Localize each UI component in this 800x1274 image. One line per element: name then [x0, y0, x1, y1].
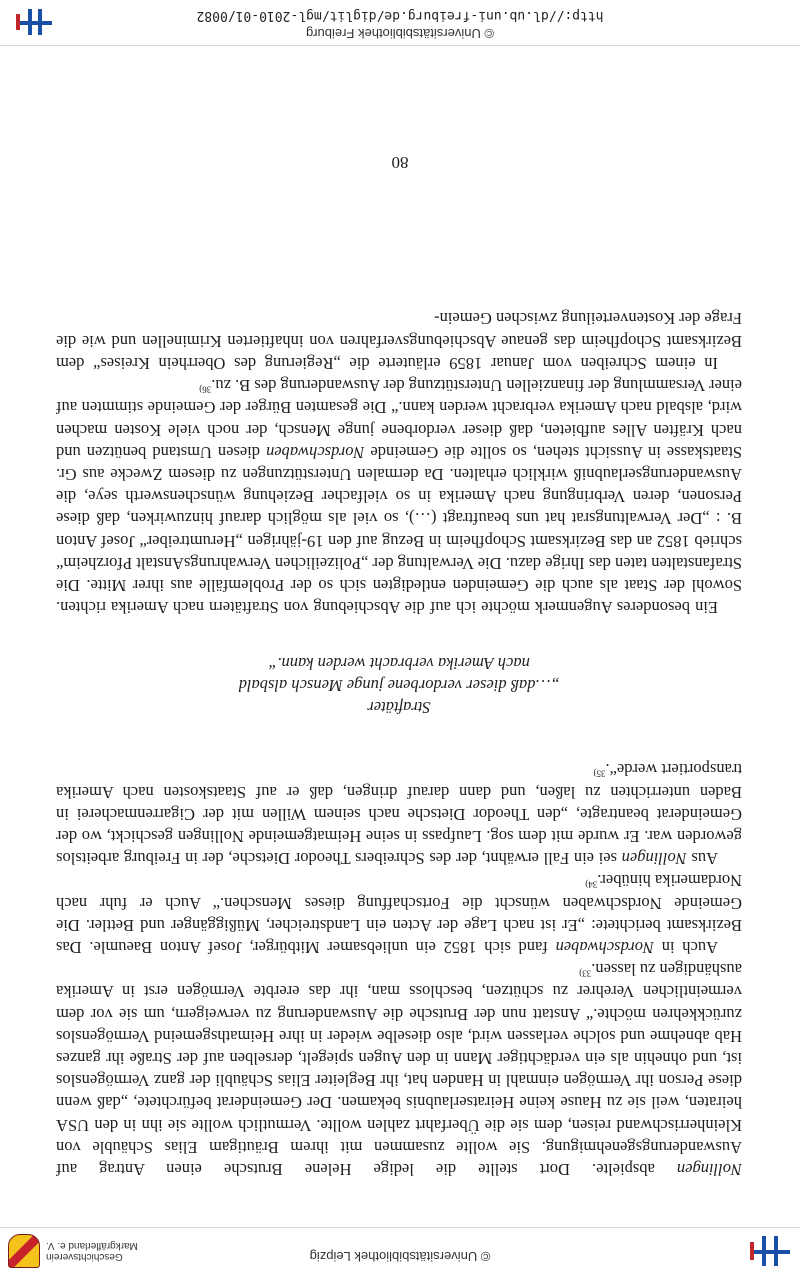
footnote-ref: 35) [593, 768, 606, 779]
footnote-ref: 33) [579, 968, 592, 979]
footnote-ref: 34) [585, 879, 598, 890]
page-number: 80 [391, 153, 409, 172]
paragraph: Aus Nollingen sei ein Fall erwähnt, der des Schreibers Theodor Dietsche, der in Freiburg arbeitslos geworden war. Er wurde mit dem sog. Laufpass in seine Heimatgemeinde Nollingen geschickt, wo der Gemeinderat beantragte, „den Theodor Dietsche nach seinem Willen mit der Cigarrenmacherei in Baden unterrichten zu laßen, und dann darauf dringen, daß er auf Staatskosten nach Amerika transportiert werde“.$^{35)}$ [56, 760, 742, 869]
association-name: Geschichtsverein Markgräflerland e. V. [46, 1240, 138, 1262]
permalink[interactable]: http://dl.ub.uni-freiburg.de/diglit/mgl-2010-01/0082 [196, 8, 604, 23]
association-block [8, 1235, 138, 1267]
library-logo-icon [10, 9, 54, 35]
paragraph: In einem Schreiben vom Januar 1859 erläuterte die „Regierung des Oberrhein Kreises“ dem Bezirksamt Schopfheim das genaue Abschiebungsverfahren von inhaftierten Kriminellen und wie die Frage der Kostenverteilung zwischen Gemein- [56, 309, 742, 373]
library-credit: © Universitätsbibliothek Leipzig [309, 1249, 491, 1264]
coat-of-arms-icon [8, 1234, 40, 1268]
section-heading: Straftäter „…daß dieser verdorbene junge Mensch alsbald nach Amerika verbracht werden kann.“ [238, 654, 560, 718]
paragraph: Auch in Nordschwaben fand sich 1852 ein unliebsamer Mitbürger, Josef Anton Baeumle. Das Bezirksamt berichtete: „Er ist nach Lage der Acten ein Landstreicher, Müßiggänger und Bettler. Die Gemeinde Nordschwaben wünscht die Fortschaffung dieses Menschen.“ Auch er fuhr nach Nordamerika hinüber.$^{34)}$ [56, 871, 742, 957]
footer-credit: © Universitätsbibliothek Freiburg [305, 26, 495, 41]
viewer-footer [0, 0, 800, 46]
footnote-ref: 36) [199, 384, 212, 395]
paragraph: Ein besonderes Augenmerk möchte ich auf die Abschiebung von Straftätern nach Amerika richten. Sowohl der Staat als auch die Gemeinden entledigten sich so der Problemfälle aus ihrer Mitte. Die Strafanstalten taten das Ihrige dazu. Die Verwaltung der „Polizeilichen VerwahrungsAnstalt Pforzheim“ schrieb 1852 an das Bezirksamt Schopfheim in Bezug auf den 19-jährigen „Herumtreiber“ Josef Anton B. : „Der Verwaltungsrat hat uns beauftragt (…), so viel als möglich darauf hinzuwirken, daß diese Personen, deren Verbringung nach Amerika in so vielfacher Beziehung wünschenswerth seye, die Auswanderungserlaubniß wirklich erhalten. Da dermalen Unterstützungen zu diesem Zwecke aus Gr. Staatskasse in Aussicht stehen, so sollte die Gemeinde Nordschwaben diesen Umstand benützen und nach Kräften Alles aufbieten, daß dieser verdorbene junge Mensch, der noch viele Kosten machen wird, alsbald nach Amerika verbracht werden kann.“ Die gesamten Bürger der Gemeinde stimmten auf einer Versammlung der finanziellen Unterstützung der Auswanderung des B. zu.$^{36)}$ [56, 376, 742, 618]
body-text [56, 307, 742, 1180]
viewer-header [0, 1227, 800, 1274]
paragraph: Nollingen abspielte. Dort stellte die ledige Helene Brutsche einen Antrag auf Auswanderungsgenehmigung. Sie wollte zusammen mit ihrem Bräutigam Elias Schäuble von Kleinherrischwand reisen, dem sie die Überfahrt zahlen wollte. Vermutlich wollte sie ihn in den USA heiraten, weil sie zu Hause keine Heiratserlaubnis bekamen. Der Gemeinderat befürchtete, „daß wenn diese Person ihr Vermögen einmahl in Handen hat, ihr Begleiter Elias Schäubli der ganz Vermögenslos ist, und ohnehin als ein verdächtiger Mann in den Augen spiegelt, derselben auf der Straße ihr ganzes Hab abnehme und solche verlassen wird, also dieselbe wieder in ihre Heimathsgemeind Vermögenslos zurückkehren möchte.“ Anstatt nun der Brutsche die Auswanderung zu verweigern, um sie vor dem vermeintlichen Verehrer zu schützen, beschloss man, ihr das ererbte Vermögen erst in Amerika aushändigen zu lassen.$^{33)}$ [56, 960, 742, 1179]
